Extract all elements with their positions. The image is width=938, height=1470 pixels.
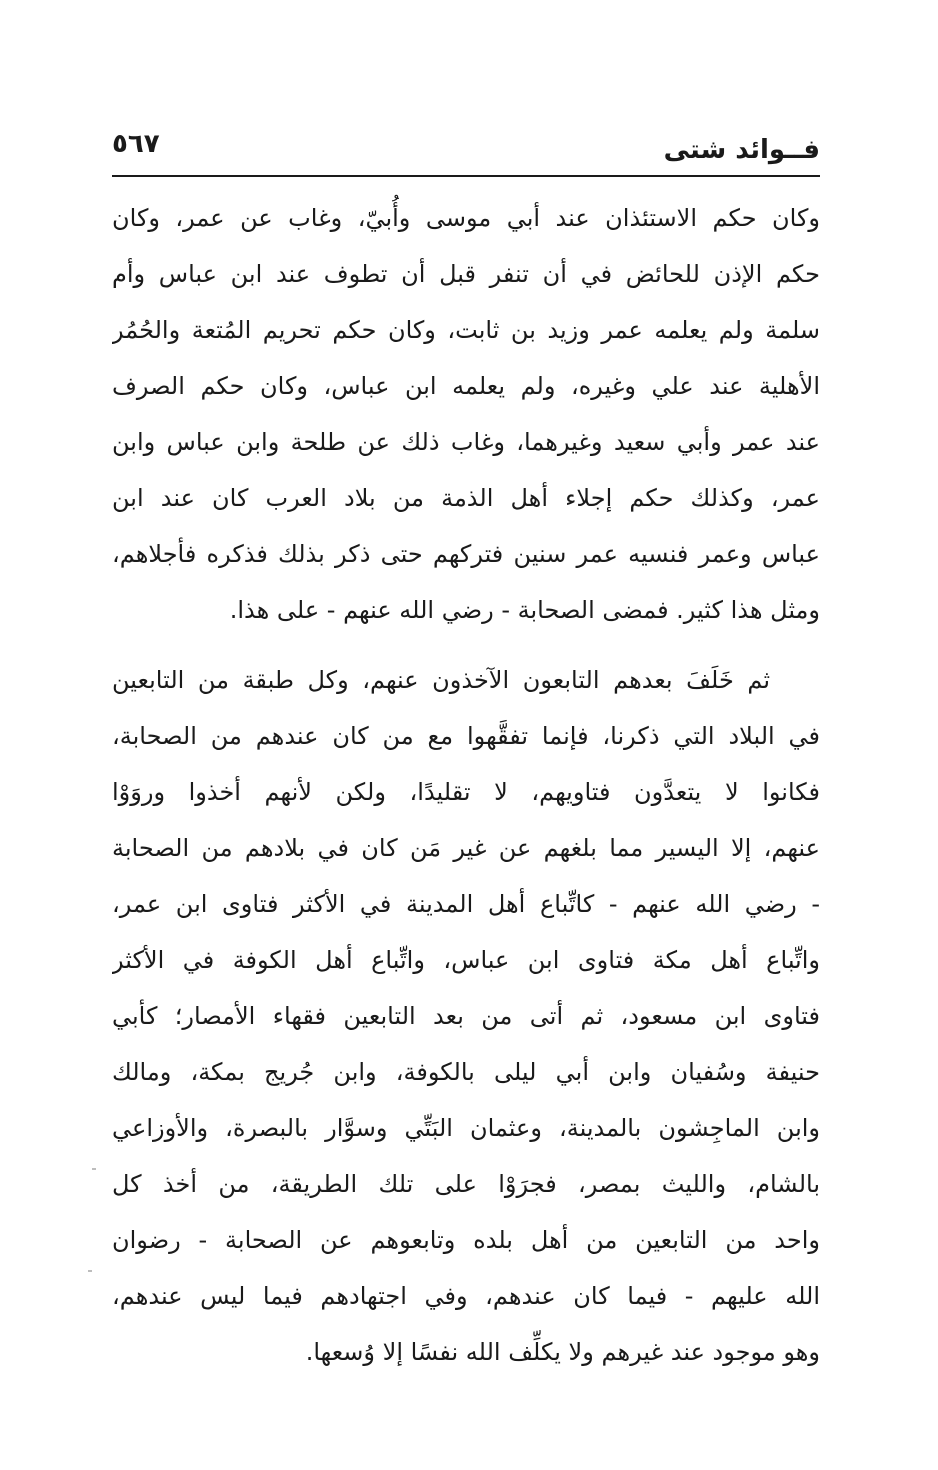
scan-speck bbox=[92, 1168, 96, 1170]
running-title: فــوائد شتى bbox=[663, 135, 820, 165]
text-line: وهو موجود عند غيرهم ولا يكلِّف الله نفسًا إلا وُسعها. bbox=[305, 1338, 820, 1366]
text-line: ومثل هذا كثير. فمضى الصحابة - رضي الله عنهم - على هذا. bbox=[229, 596, 820, 624]
page-number: ٥٦٧ bbox=[112, 129, 160, 159]
text-line: عباس وعمر فنسيه عمر سنين فتركهم حتى ذكر بذلك فذكره فأجلاهم، bbox=[112, 540, 820, 568]
text-line: عنهم، إلا اليسير مما بلغهم عن غير مَن كان في بلادهم من الصحابة bbox=[112, 834, 820, 862]
text-line: بالشام، والليث بمصر، فجرَوْا على تلك الطريقة، من أخذ كل bbox=[112, 1170, 820, 1198]
text-line: فتاوى ابن مسعود، ثم أتى من بعد التابعين فقهاء الأمصار؛ كأبي bbox=[112, 1002, 820, 1030]
text-line: عند عمر وأبي سعيد وغيرهما، وغاب ذلك عن طلحة وابن عباس وابن bbox=[112, 428, 820, 456]
text-line: في البلاد التي ذكرنا، فإنما تفقَّهوا مع من كان عندهم من الصحابة، bbox=[112, 722, 820, 750]
running-header bbox=[112, 118, 820, 174]
paragraph-1 bbox=[112, 190, 820, 638]
text-line: الله عليهم - فيما كان عندهم، وفي اجتهادهم فيما ليس عندهم، bbox=[112, 1282, 820, 1310]
text-line: واتِّباع أهل مكة فتاوى ابن عباس، واتِّباع أهل الكوفة في الأكثر bbox=[112, 946, 820, 974]
text-line: وكان حكم الاستئذان عند أبي موسى وأُبيّ، وغاب عن عمر، وكان bbox=[112, 204, 820, 232]
text-line: حنيفة وسُفيان وابن أبي ليلى بالكوفة، وابن جُريج بمكة، ومالك bbox=[112, 1058, 820, 1086]
text-line: ثم خَلَفَ بعدهم التابعون الآخذون عنهم، وكل طبقة من التابعين bbox=[112, 666, 770, 694]
text-line: حكم الإذن للحائض في أن تنفر قبل أن تطوف عند ابن عباس وأم bbox=[112, 260, 820, 288]
text-line: واحد من التابعين من أهل بلده وتابعوهم عن الصحابة - رضوان bbox=[112, 1226, 820, 1254]
paragraph-spacer bbox=[112, 638, 820, 652]
text-line: سلمة ولم يعلمه عمر وزيد بن ثابت، وكان حكم تحريم المُتعة والحُمُر bbox=[112, 316, 820, 344]
body-text bbox=[112, 190, 820, 1380]
text-line: - رضي الله عنهم - كاتِّباع أهل المدينة في الأكثر فتاوى ابن عمر، bbox=[112, 890, 820, 918]
paragraph-2 bbox=[112, 652, 820, 1380]
text-line: الأهلية عند علي وغيره، ولم يعلمه ابن عباس، وكان حكم الصرف bbox=[112, 372, 820, 400]
scan-speck bbox=[88, 1270, 92, 1272]
text-line: عمر، وكذلك حكم إجلاء أهل الذمة من بلاد العرب كان عند ابن bbox=[112, 484, 820, 512]
text-line: فكانوا لا يتعدَّون فتاويهم، لا تقليدًا، ولكن لأنهم أخذوا وروَوْا bbox=[112, 778, 820, 806]
text-line: وابن الماجِشون بالمدينة، وعثمان البَتِّي وسوَّار بالبصرة، والأوزاعي bbox=[112, 1114, 820, 1142]
header-divider bbox=[112, 175, 820, 177]
